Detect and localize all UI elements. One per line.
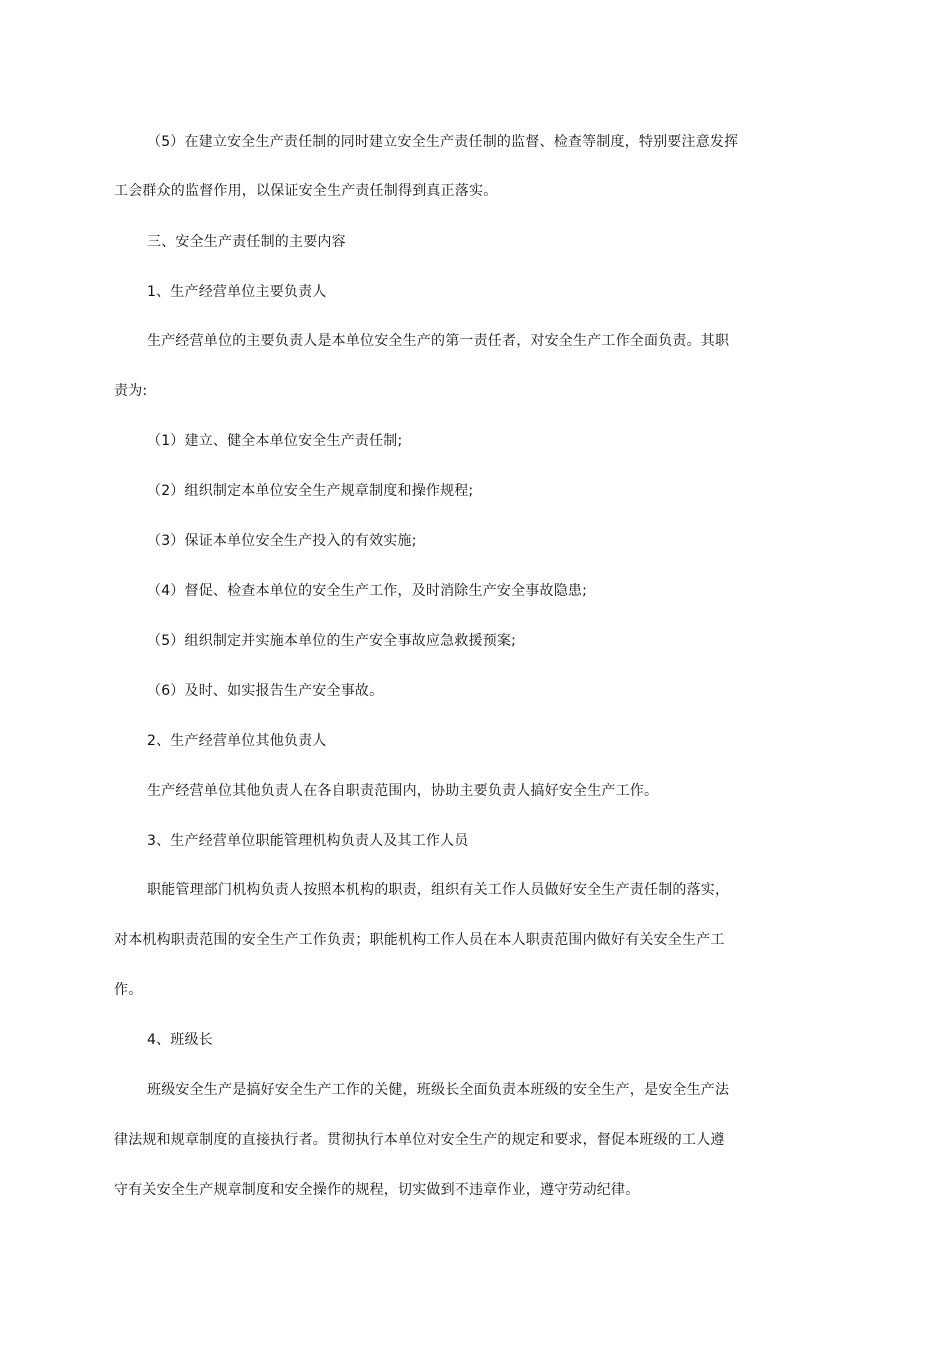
list-item: （3）保证本单位安全生产投入的有效实施;	[147, 533, 417, 549]
list-item: （5）组织制定并实施本单位的生产安全事故应急救援预案;	[147, 633, 517, 649]
subsection-heading: 4、班级长	[147, 1032, 213, 1048]
list-item: （1）建立、健全本单位安全生产责任制;	[147, 433, 403, 449]
paragraph-line: （5）在建立安全生产责任制的同时建立安全生产责任制的监督、检查等制度，特别要注意发挥	[147, 134, 739, 150]
paragraph-line: 责为:	[114, 383, 148, 399]
list-item: （4）督促、检查本单位的安全生产工作，及时消除生产安全事故隐患;	[147, 583, 588, 599]
section-heading: 三、安全生产责任制的主要内容	[147, 234, 346, 250]
paragraph-line: 作。	[114, 982, 143, 998]
paragraph-line: 班级安全生产是搞好安全生产工作的关健，班级长全面负责本班级的安全生产，是安全生产法	[147, 1082, 730, 1098]
list-item: （6）及时、如实报告生产安全事故。	[147, 683, 384, 699]
paragraph-line: 生产经营单位其他负责人在各自职责范围内，协助主要负责人搞好安全生产工作。	[147, 783, 659, 799]
list-item: （2）组织制定本单位安全生产规章制度和操作规程;	[147, 483, 474, 499]
paragraph-line: 生产经营单位的主要负责人是本单位安全生产的第一责任者，对安全生产工作全面负责。其职	[147, 333, 730, 349]
paragraph-line: 对本机构职责范围的安全生产工作负责；职能机构工作人员在本人职责范围内做好有关安全生产工	[114, 932, 725, 948]
subsection-heading: 1、生产经营单位主要负责人	[147, 284, 327, 300]
subsection-heading: 2、生产经营单位其他负责人	[147, 733, 327, 749]
paragraph-line: 职能管理部门机构负责人按照本机构的职责，组织有关工作人员做好安全生产责任制的落实，	[147, 882, 730, 898]
paragraph-line: 守有关安全生产规章制度和安全操作的规程，切实做到不违章作业，遵守劳动纪律。	[114, 1182, 640, 1198]
paragraph-line: 工会群众的监督作用，以保证安全生产责任制得到真正落实。	[114, 183, 498, 199]
paragraph-line: 律法规和规章制度的直接执行者。贯彻执行本单位对安全生产的规定和要求，督促本班级的工人遵	[114, 1132, 725, 1148]
subsection-heading: 3、生产经营单位职能管理机构负责人及其工作人员	[147, 833, 469, 849]
